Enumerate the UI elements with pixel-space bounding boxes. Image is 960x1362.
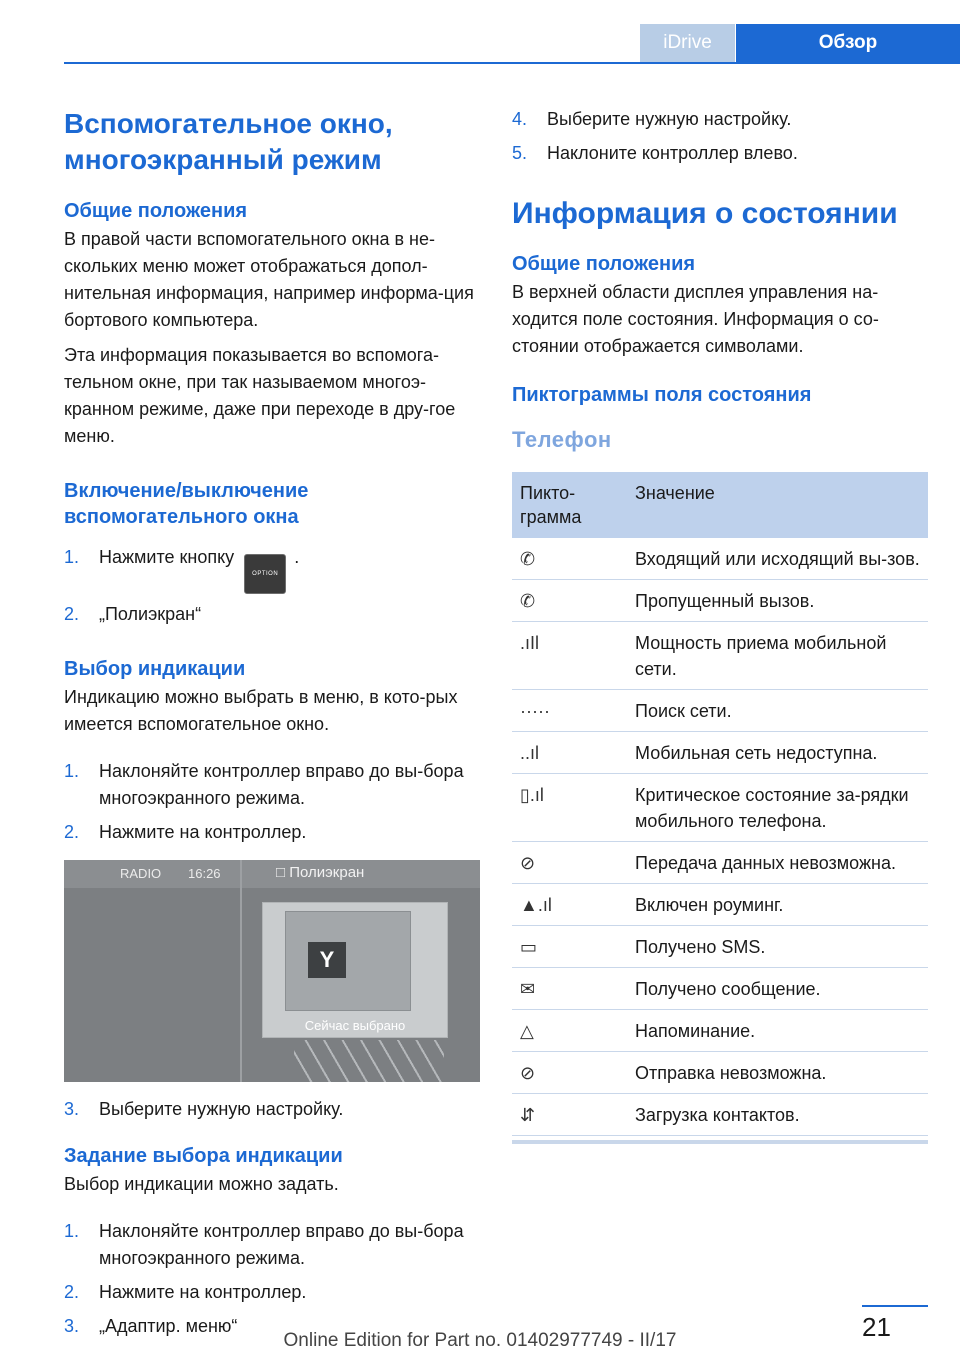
list-item: [64, 1279, 480, 1306]
screenshot-map-lines: [294, 1040, 444, 1082]
heading-phone: Телефон: [512, 427, 612, 452]
list-item: [64, 544, 480, 594]
screenshot-title: □ Полиэкран: [276, 864, 365, 881]
header-rule: [64, 62, 960, 64]
step-number: 1.: [64, 1221, 80, 1241]
list-item: [512, 106, 928, 133]
table-row: [512, 538, 928, 580]
heading-general-status: Общие положения: [512, 253, 696, 275]
page-number-rule: [862, 1305, 928, 1307]
heading-general: Общие положения: [64, 200, 248, 222]
step-text: Нажмите на контроллер.: [99, 1282, 307, 1302]
list-item: [64, 819, 480, 846]
row-meaning: Входящий или исходящий вы-зов.: [635, 549, 920, 569]
contacts-download-icon: ⇵: [520, 1105, 536, 1125]
define-steps: [64, 1218, 480, 1340]
reminder-icon: △: [520, 1021, 534, 1041]
heading-define-display: Задание выбора индикации: [64, 1145, 343, 1167]
step-number: 1.: [64, 761, 80, 781]
column-header-icon: Пикто-грамма: [520, 483, 582, 527]
step-text: Выберите нужную настройку.: [547, 109, 792, 129]
select-steps: [64, 758, 480, 846]
heading-toggle-window: Включение/выключение вспомогательного окна: [64, 480, 309, 528]
screenshot-preview: [285, 911, 411, 1011]
roaming-icon: ▲.ıl: [520, 895, 552, 915]
heading-select-display: Выбор индикации: [64, 658, 246, 680]
screenshot-divider: [240, 860, 242, 1082]
step-text: Наклоняйте контроллер вправо до вы-бора многоэкранного режима.: [99, 761, 464, 808]
sms-icon: ▭: [520, 937, 538, 957]
message-icon: ✉: [520, 979, 536, 999]
paragraph-select-intro: Индикацию можно выбрать в меню, в кото-рых имеется вспомогательное окно.: [64, 687, 458, 734]
row-meaning: Отправка невозможна.: [635, 1063, 827, 1083]
row-meaning: Напоминание.: [635, 1021, 756, 1041]
send-failed-icon: ⊘: [520, 1063, 536, 1083]
step-text: Нажмите на контроллер.: [99, 822, 307, 842]
network-search-icon: ·····: [520, 701, 550, 721]
step-number: 1.: [64, 547, 80, 567]
step-end: .: [294, 547, 300, 567]
step-number: 5.: [512, 143, 528, 163]
phone-call-icon: ✆: [520, 549, 536, 569]
row-meaning: Получено сообщение.: [635, 979, 821, 999]
table-row: [512, 968, 928, 1010]
table-row: [512, 622, 928, 690]
heading-status-icons: Пиктограммы поля состояния: [512, 384, 812, 406]
table-header: [512, 472, 928, 538]
row-meaning: Пропущенный вызов.: [635, 591, 815, 611]
step-text: Наклоняйте контроллер вправо до вы-бора многоэкранного режима.: [99, 1221, 464, 1268]
paragraph-general-1: В правой части вспомогательного окна в не-скольких меню может отображаться допол-нительная информация, например информа-ция бортового компьютера.: [64, 229, 474, 330]
table-row: [512, 1052, 928, 1094]
route-arrow-icon: Y: [308, 942, 346, 978]
table-row: [512, 732, 928, 774]
row-meaning: Загрузка контактов.: [635, 1105, 800, 1125]
no-data-icon: ⊘: [520, 853, 536, 873]
step-text: Выберите нужную настройку.: [99, 1099, 344, 1119]
screenshot-selected-label: Сейчас выбрано: [304, 1018, 406, 1033]
step-text: Наклоните контроллер влево.: [547, 143, 798, 163]
table-row: [512, 1010, 928, 1052]
row-meaning: Поиск сети.: [635, 701, 732, 721]
step-number: 2.: [64, 822, 80, 842]
page-number: 21: [862, 1312, 891, 1342]
no-network-icon: ..ıl: [520, 743, 540, 763]
list-item: [512, 140, 928, 167]
step-number: 3.: [64, 1316, 80, 1336]
left-column: [64, 106, 480, 1347]
row-meaning: Передача данных невозможна.: [635, 853, 896, 873]
row-meaning: Мобильная сеть недоступна.: [635, 743, 878, 763]
list-item: [64, 1218, 480, 1272]
step-number: 3.: [64, 1099, 80, 1119]
list-item: [64, 1096, 480, 1123]
option-button-icon: OPTION: [244, 554, 286, 594]
screenshot-radio-label: RADIO: [120, 866, 162, 881]
table-bottom-rule: [512, 1140, 928, 1144]
right-column: [512, 106, 928, 1144]
table-row: [512, 690, 928, 732]
tab-idrive: iDrive: [640, 24, 735, 62]
step-text: „Адаптир. меню“: [99, 1316, 238, 1336]
list-item: [64, 758, 480, 812]
table-row: [512, 774, 928, 842]
section-title-auxiliary-window: Вспомогательное окно, многоэкранный режим: [64, 108, 393, 175]
footer-edition: Online Edition for Part no. 01402977749 - II/17: [283, 1330, 677, 1351]
step-number: 2.: [64, 1282, 80, 1302]
list-item: [64, 601, 480, 628]
table-body: [512, 538, 928, 1136]
row-meaning: Получено SMS.: [635, 937, 766, 957]
step-text: Нажмите кнопку: [99, 547, 235, 567]
row-meaning: Мощность приема мобильной сети.: [635, 633, 887, 679]
row-meaning: Критическое состояние за-рядки мобильного телефона.: [635, 785, 909, 831]
screenshot-panel: [262, 902, 448, 1038]
column-header-meaning: Значение: [635, 483, 715, 503]
step-text: „Полиэкран“: [99, 604, 202, 624]
status-icons-table: [512, 472, 928, 1144]
table-row: [512, 1094, 928, 1136]
toggle-steps: [64, 544, 480, 628]
step-number: 4.: [512, 109, 528, 129]
missed-call-icon: ✆: [520, 591, 536, 611]
tab-overview: Обзор: [736, 24, 960, 62]
screenshot-time: 16:26: [188, 866, 221, 881]
paragraph-define-intro: Выбор индикации можно задать.: [64, 1174, 339, 1194]
multiscreen-screenshot: [64, 860, 480, 1082]
section-title-status-info: Информация о состоянии: [512, 197, 898, 230]
continued-steps: [512, 106, 928, 167]
row-meaning: Включен роуминг.: [635, 895, 784, 915]
table-row: [512, 580, 928, 622]
table-row: [512, 842, 928, 884]
signal-strength-icon: .ıIl: [520, 633, 540, 653]
step-number: 2.: [64, 604, 80, 624]
select-step3: [64, 1096, 480, 1123]
paragraph-general-2: Эта информация показывается во вспомога-тельном окне, при так называемом многоэ-кранном режиме, даже при переходе в дру-гое меню.: [64, 345, 456, 446]
paragraph-status: В верхней области дисплея управления на-ходится поле состояния. Информация о со-стоянии отображается символами.: [512, 282, 879, 356]
table-row: [512, 926, 928, 968]
table-row: [512, 884, 928, 926]
battery-critical-icon: ▯.ıl: [520, 785, 544, 805]
